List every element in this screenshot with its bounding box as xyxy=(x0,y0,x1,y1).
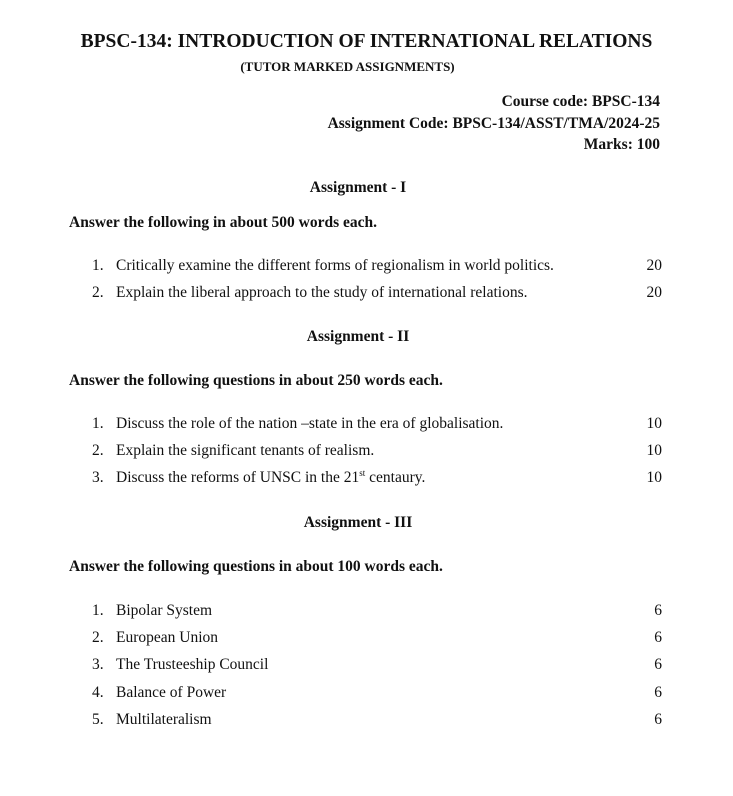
question-item xyxy=(92,284,662,304)
question-item xyxy=(92,711,662,731)
total-marks: Marks: 100 xyxy=(583,136,660,153)
question-item xyxy=(92,602,662,622)
section-instruction-assignment-3: Answer the following questions in about 100 words each. xyxy=(69,558,443,575)
question-marks: 10 xyxy=(646,469,662,486)
document-title: BPSC-134: INTRODUCTION OF INTERNATIONAL RELATIONS xyxy=(80,31,653,52)
question-marks: 6 xyxy=(654,629,662,646)
section-title-assignment-2: Assignment - II xyxy=(306,328,410,345)
assignment-code: Assignment Code: BPSC-134/ASST/TMA/2024-25 xyxy=(327,115,660,132)
question-text: Explain the liberal approach to the study of international relations. xyxy=(116,284,528,301)
question-item xyxy=(92,442,662,462)
question-text: The Trusteeship Council xyxy=(116,656,269,673)
question-number: 1. xyxy=(92,602,104,619)
question-marks: 10 xyxy=(646,415,662,432)
section-title-assignment-3: Assignment - III xyxy=(303,514,413,531)
question-number: 1. xyxy=(92,257,104,274)
question-marks: 10 xyxy=(646,442,662,459)
question-text: European Union xyxy=(116,629,219,646)
question-text xyxy=(116,469,425,487)
question-marks: 20 xyxy=(646,284,662,301)
question-text: Balance of Power xyxy=(116,684,227,701)
question-text: Explain the significant tenants of realism. xyxy=(116,442,375,459)
document-subtitle: (TUTOR MARKED ASSIGNMENTS) xyxy=(240,59,455,74)
question-item xyxy=(92,629,662,649)
question-text: Discuss the role of the nation –state in the era of globalisation. xyxy=(116,415,504,432)
question-number: 4. xyxy=(92,684,104,701)
ordinal-suffix: st xyxy=(359,468,366,478)
question-marks: 6 xyxy=(654,602,662,619)
question-number: 3. xyxy=(92,656,104,673)
section-instruction-assignment-1: Answer the following in about 500 words each. xyxy=(69,214,378,231)
question-number: 2. xyxy=(92,442,104,459)
section-instruction-assignment-2: Answer the following questions in about 250 words each. xyxy=(69,372,443,389)
question-item xyxy=(92,656,662,676)
course-code: Course code: BPSC-134 xyxy=(501,93,660,110)
question-number: 3. xyxy=(92,469,104,486)
section-title-assignment-1: Assignment - I xyxy=(309,179,407,196)
question-marks: 6 xyxy=(654,684,662,701)
question-number: 1. xyxy=(92,415,104,432)
question-marks: 6 xyxy=(654,711,662,728)
question-text-part: Discuss the reforms of UNSC in the 21 xyxy=(116,469,360,486)
question-marks: 20 xyxy=(646,257,662,274)
question-marks: 6 xyxy=(654,656,662,673)
question-item xyxy=(92,469,662,489)
question-text: Critically examine the different forms of regionalism in world politics. xyxy=(116,257,554,274)
question-text: Bipolar System xyxy=(116,602,213,619)
question-text-part: centaury. xyxy=(365,469,426,486)
question-item xyxy=(92,415,662,435)
question-item xyxy=(92,257,662,277)
question-text: Multilateralism xyxy=(116,711,212,728)
question-number: 5. xyxy=(92,711,104,728)
question-item xyxy=(92,684,662,704)
question-number: 2. xyxy=(92,629,104,646)
question-number: 2. xyxy=(92,284,104,301)
